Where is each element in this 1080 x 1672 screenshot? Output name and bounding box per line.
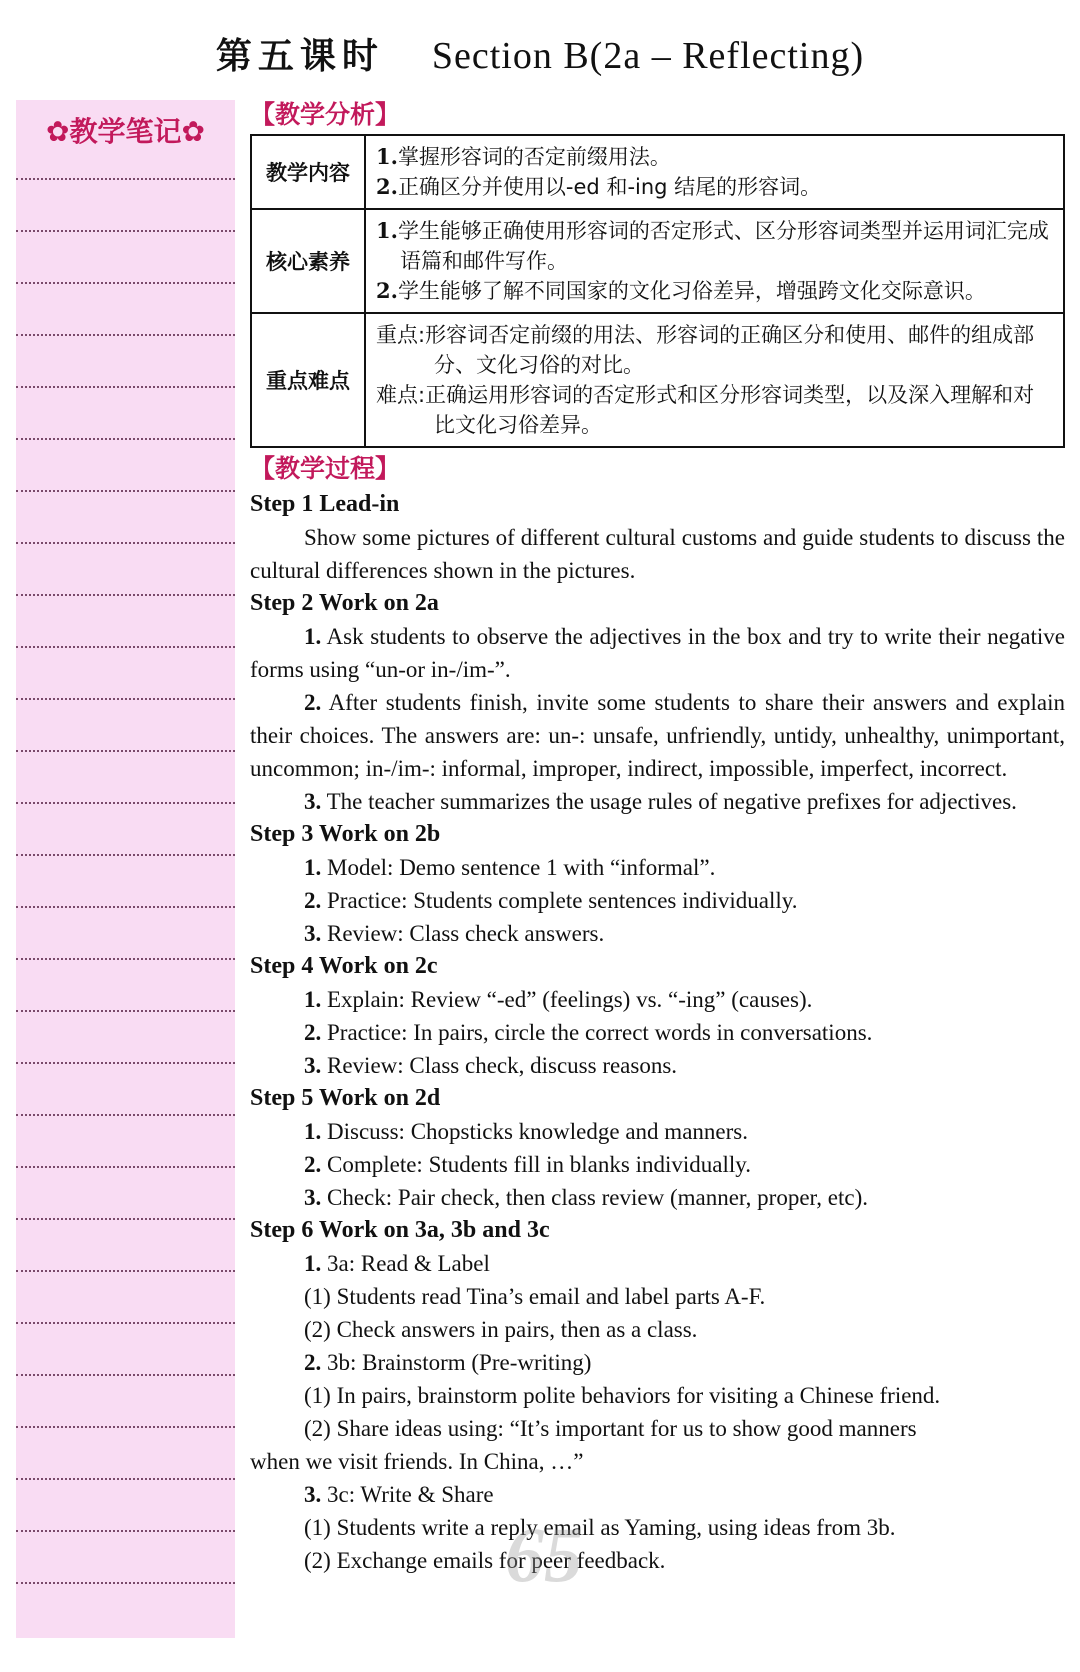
page-number: 65	[505, 1511, 583, 1598]
lesson-title-cn: 第五课时	[215, 36, 384, 77]
notes-writing-line	[16, 698, 235, 700]
notes-writing-line	[16, 1166, 235, 1168]
teaching-process	[250, 488, 1065, 1577]
list-item: 1. Discuss: Chopsticks knowledge and manners.	[304, 1119, 748, 1144]
list-item: 3. The teacher summarizes the usage rules of negative prefixes for adjectives.	[304, 789, 1017, 814]
notes-writing-line	[16, 594, 235, 596]
table-row	[251, 209, 1064, 313]
list-item: 2. Complete: Students fill in blanks individually.	[304, 1152, 751, 1177]
notes-writing-line	[16, 750, 235, 752]
sub-item: (2) Exchange emails for peer feedback.	[304, 1548, 666, 1573]
lesson-title-en: Section B(2a – Reflecting)	[431, 35, 865, 77]
step-title: Step 4 Work on 2c	[250, 953, 438, 979]
step-title: Step 3 Work on 2b	[250, 821, 441, 847]
step-text: Show some pictures of different cultural customs and guide students to discuss the cultural differences shown in the pictures.	[250, 525, 1065, 583]
table-row	[251, 313, 1064, 447]
step-title: Step 1 Lead-in	[250, 491, 400, 517]
notes-writing-line	[16, 542, 235, 544]
notes-writing-line	[16, 178, 235, 180]
process-heading: 【教学过程】	[250, 454, 401, 483]
notes-writing-line	[16, 1114, 235, 1116]
notes-writing-line	[16, 490, 235, 492]
notes-writing-line	[16, 1218, 235, 1220]
list-item: 2. Practice: Students complete sentences individually.	[304, 888, 798, 913]
notes-writing-line	[16, 1062, 235, 1064]
step-title: Step 5 Work on 2d	[250, 1085, 441, 1111]
sub-item: (1) Students write a reply email as Yaming, using ideas from 3b.	[304, 1515, 896, 1540]
list-item: 1. Model: Demo sentence 1 with “informal”.	[304, 855, 716, 880]
row-label: 教学内容	[251, 135, 365, 209]
notes-writing-line	[16, 1010, 235, 1012]
list-item: 2. 3b: Brainstorm (Pre-writing)	[304, 1350, 592, 1375]
list-item: 1. 3a: Read & Label	[304, 1251, 490, 1276]
analysis-table	[250, 134, 1065, 448]
list-item: 3. Check: Pair check, then class review (manner, proper, etc).	[304, 1185, 868, 1210]
main-content	[250, 98, 1065, 1577]
notes-writing-line	[16, 230, 235, 232]
row-label: 核心素养	[251, 209, 365, 313]
notes-writing-line	[16, 438, 235, 440]
notes-writing-line	[16, 646, 235, 648]
list-item: 1. Explain: Review “-ed” (feelings) vs. “-ing” (causes).	[304, 987, 813, 1012]
row-content: 1.学生能够正确使用形容词的否定形式、区分形容词类型并运用词汇完成语篇和邮件写作。 2.学生能够了解不同国家的文化习俗差异，增强跨文化交际意识。	[365, 209, 1064, 313]
sub-item: (1) In pairs, brainstorm polite behaviors for visiting a Chinese friend.	[304, 1383, 941, 1408]
page-title	[0, 28, 1080, 79]
notes-writing-line	[16, 958, 235, 960]
notes-title: ✿教学笔记✿	[46, 115, 205, 148]
notes-writing-line	[16, 1374, 235, 1376]
step-title: Step 2 Work on 2a	[250, 590, 439, 616]
notes-writing-line	[16, 1582, 235, 1584]
list-item: 2. Practice: In pairs, circle the correct words in conversations.	[304, 1020, 873, 1045]
step-title: Step 6 Work on 3a, 3b and 3c	[250, 1217, 550, 1243]
notes-writing-line	[16, 854, 235, 856]
notes-writing-line	[16, 1322, 235, 1324]
notes-writing-line	[16, 1270, 235, 1272]
row-content: 1.掌握形容词的否定前缀用法。 2.正确区分并使用以-ed 和-ing 结尾的形容词。	[365, 135, 1064, 209]
notes-writing-line	[16, 1426, 235, 1428]
notes-writing-line	[16, 1478, 235, 1480]
table-row	[251, 135, 1064, 209]
analysis-heading: 【教学分析】	[250, 100, 401, 129]
list-item: 3. Review: Class check answers.	[304, 921, 605, 946]
notes-writing-line	[16, 906, 235, 908]
sub-item-continued: when we visit friends. In China, …”	[250, 1449, 584, 1474]
notes-writing-line	[16, 334, 235, 336]
list-item: 3. Review: Class check, discuss reasons.	[304, 1053, 678, 1078]
list-item: 2. After students finish, invite some students to share their answers and explain their choices. The answers are: un-: unsafe, unfriendly, untidy, unhealthy, unimportant, uncommon; in-/im-: informal, improper, indirect, impossible, imperfect, incorrect.	[250, 690, 1065, 781]
notes-writing-line	[16, 802, 235, 804]
row-label: 重点难点	[251, 313, 365, 447]
sub-item: (2) Share ideas using: “It’s important for us to show good manners	[304, 1416, 917, 1441]
list-item: 1. Ask students to observe the adjectives in the box and try to write their negative forms using “un-or in-/im-”.	[250, 624, 1065, 682]
notes-writing-line	[16, 282, 235, 284]
sub-item: (2) Check answers in pairs, then as a class.	[304, 1317, 698, 1342]
list-item: 3. 3c: Write & Share	[304, 1482, 494, 1507]
sub-item: (1) Students read Tina’s email and label parts A-F.	[304, 1284, 766, 1309]
notes-writing-line	[16, 386, 235, 388]
teaching-notes-panel	[16, 100, 235, 1638]
row-content: 重点:形容词否定前缀的用法、形容词的正确区分和使用、邮件的组成部分、文化习俗的对比。 难点:正确运用形容词的否定形式和区分形容词类型，以及深入理解和对比文化习俗差异。	[365, 313, 1064, 447]
notes-writing-line	[16, 1530, 235, 1532]
